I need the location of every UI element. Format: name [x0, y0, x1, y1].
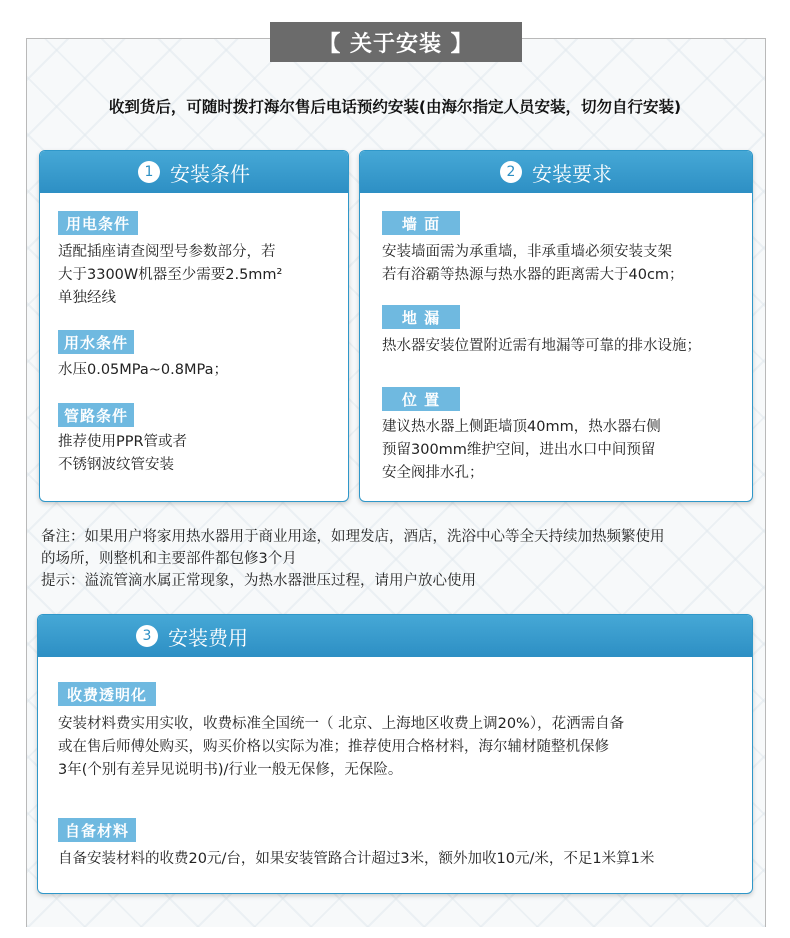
section-header [40, 151, 348, 193]
section-install-requirements [359, 150, 753, 502]
text-line: 不锈钢波纹管安装 [58, 457, 174, 473]
text-line: 水压0.05MPa~0.8MPa； [58, 362, 228, 378]
tag-self-materials: 自备材料 [58, 818, 136, 842]
section-title: 安装条件 [170, 161, 250, 186]
text-line: 安全阀排水孔； [382, 465, 484, 481]
note-line: 的场所，则整机和主要部件都包修3个月 [41, 551, 297, 567]
section-number: 2 [500, 161, 522, 183]
fees-text [58, 713, 624, 782]
text-line: 单独经线 [58, 290, 116, 306]
text-line: 建议热水器上侧距墙顶40mm，热水器右侧 [382, 419, 661, 435]
wall-text [382, 241, 684, 287]
note-line: 备注：如果用户将家用热水器用于商业用途，如理发店，酒店，洗浴中心等全天持续加热频繁使用 [41, 529, 665, 545]
section-number: 1 [138, 161, 160, 183]
text-line: 安装墙面需为承重墙，非承重墙必须安装支架 [382, 244, 672, 260]
text-line: 推荐使用PPR管或者 [58, 434, 188, 450]
section-install-fees [37, 614, 753, 894]
power-text [58, 241, 282, 310]
text-line: 自备安装材料的收费20元/台，如果安装管路合计超过3米，额外加收10元/米，不足1米算1米 [58, 851, 655, 867]
section-title: 安装要求 [532, 161, 612, 186]
tag-transparent-fees: 收费透明化 [58, 682, 156, 706]
section-install-conditions [39, 150, 349, 502]
tag-power: 用电条件 [58, 211, 138, 235]
tag-water: 用水条件 [58, 330, 134, 354]
text-line: 安装材料费实用实收，收费标准全国统一（ 北京、上海地区收费上调20%），花洒需自备 [58, 716, 625, 732]
tip-line: 提示：溢流管滴水属正常现象，为热水器泄压过程，请用户放心使用 [41, 573, 476, 589]
section-header [38, 615, 752, 657]
tag-pipe: 管路条件 [58, 403, 134, 427]
text-line: 3年(个别有差异见说明书)/行业一般无保修，无保险。 [58, 762, 403, 778]
self-materials-text [58, 848, 654, 871]
text-line: 大于3300W机器至少需要2.5mm² [58, 267, 283, 283]
position-text [382, 416, 661, 485]
section-title: 安装费用 [168, 625, 248, 650]
section-number: 3 [136, 625, 158, 647]
pipe-text [58, 431, 187, 477]
tag-wall: 墙 面 [382, 211, 460, 235]
section-header [360, 151, 752, 193]
intro-text: 收到货后，可随时拨打海尔售后电话预约安装(由海尔指定人员安装，切勿自行安装) [108, 98, 682, 116]
tag-position: 位 置 [382, 387, 460, 411]
page-title: 【 关于安装 】 [270, 22, 522, 62]
text-line: 预留300mm维护空间，进出水口中间预留 [382, 442, 656, 458]
text-line: 热水器安装位置附近需有地漏等可靠的排水设施； [382, 338, 701, 354]
water-text [58, 359, 228, 382]
drain-text [382, 335, 701, 358]
text-line: 适配插座请查阅型号参数部分，若 [58, 244, 276, 260]
notes [41, 526, 665, 592]
text-line: 若有浴霸等热源与热水器的距离需大于40cm； [382, 267, 684, 283]
text-line: 或在售后师傅处购买，购买价格以实际为准；推荐使用合格材料，海尔辅材随整机保修 [58, 739, 609, 755]
tag-drain: 地 漏 [382, 305, 460, 329]
